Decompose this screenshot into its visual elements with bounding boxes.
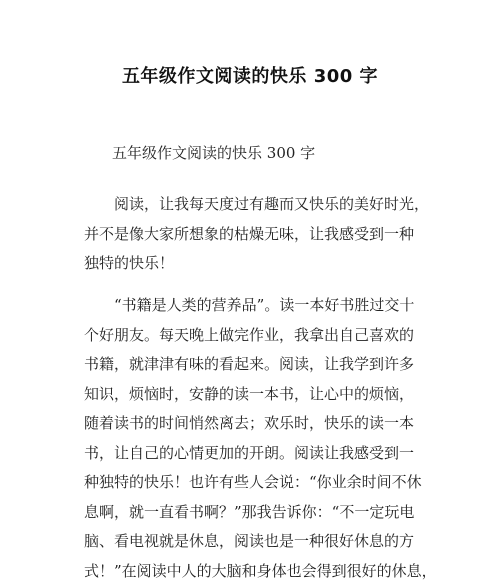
paragraph-line: 阅读，让我每天度过有趣而又快乐的美好时光， — [84, 190, 424, 220]
paragraph-2 — [84, 291, 424, 586]
paragraph-line: 随着读书的时间悄然离去；欢乐时，快乐的读一本 — [84, 409, 424, 439]
paragraph-line: 书籍，就津津有味的看起来。阅读，让我学到许多 — [84, 350, 424, 380]
paragraph-line: 独特的快乐！ — [84, 249, 424, 279]
paragraph-1 — [84, 190, 424, 279]
paragraph-line: 书，让自己的心情更加的开朗。阅读让我感受到一 — [84, 439, 424, 469]
paragraph-line: 息啊，就一直看书啊？”那我告诉你：“不一定玩电 — [84, 498, 424, 528]
paragraph-line: “书籍是人类的营养品”。读一本好书胜过交十 — [84, 291, 424, 321]
paragraph-line: 个好朋友。每天晚上做完作业，我拿出自己喜欢的 — [84, 321, 424, 351]
document-subtitle: 五年级作文阅读的快乐 300 字 — [112, 142, 315, 163]
paragraph-line: 种独特的快乐！也许有些人会说：“你业余时间不休 — [84, 468, 424, 498]
paragraph-line: 知识，烦恼时，安静的读一本书，让心中的烦恼， — [84, 380, 424, 410]
paragraph-line: 脑、看电视就是休息，阅读也是一种很好休息的方 — [84, 527, 424, 557]
paragraph-line: 式！”在阅读中人的大脑和身体也会得到很好的休息， — [84, 557, 424, 586]
paragraph-line: 并不是像大家所想象的枯燥无味，让我感受到一种 — [84, 220, 424, 250]
document-title: 五年级作文阅读的快乐 300 字 — [0, 62, 500, 88]
